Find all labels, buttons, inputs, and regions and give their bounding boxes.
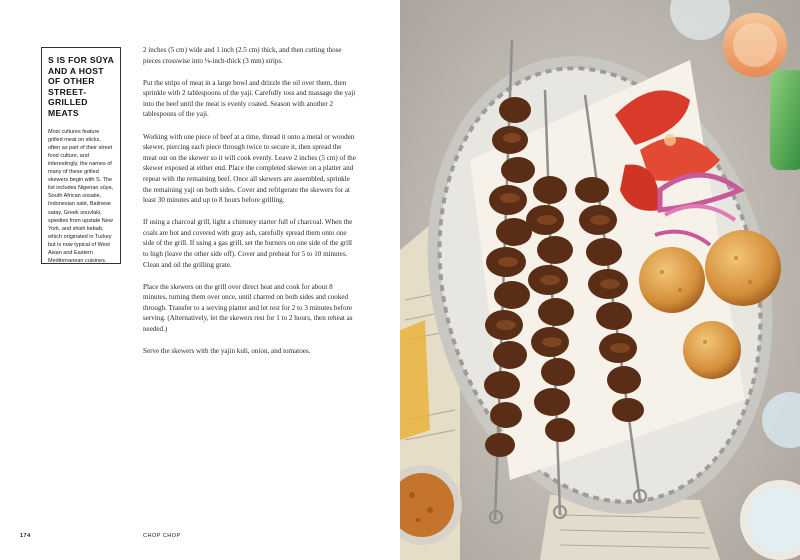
- method-paragraph: Serve the skewers with the yajin kuli, onion, and tomatoes.: [143, 347, 311, 356]
- page-number: 174: [20, 533, 31, 539]
- sidebar-body: Most cultures feature grilled meat on sticks, often as part of their street food culture, and interestingly, the names of many of these grilled skewers begin with S. The list includes Nigerian sūya, South African sosatie, Indonesian saté, Balinese satay, Greek souvlaki, spiedies from upstate New York, and shish kebab, which originated in Turkey but is now typical of West Asian and Eastern Mediterranean cuisines.: [48, 128, 114, 265]
- sidebar-title: S IS FOR SŪYA AND A HOST OF OTHER STREET-GRILLED MEATS: [48, 55, 114, 118]
- food-photo: [400, 0, 800, 560]
- recipe-method: [143, 45, 356, 368]
- sidebar-box: [41, 47, 121, 264]
- method-paragraph: Put the strips of meat in a large bowl and drizzle the oil over them, then sprinkle with 2 tablespoons of the yaji. Carefully toss and massage the yaji into the beef until the meat is evenly coated. Season with another 2 tablespoons of the yaji.: [143, 78, 356, 119]
- running-title: CHOP CHOP: [143, 533, 181, 539]
- method-paragraph: Working with one piece of beef at a time, thread it onto a metal or wooden skewer, piercing each piece through twice to secure it, then spread the meat out on the skewer so it will cook evenly. Leave 2 inches (5 cm) of the skewer exposed at either end. Place the completed skewer on a platter and repeat with the remaining beef. Once all skewers are assembled, sprinkle the remaining yaji on both sides. Cover and refrigerate the skewers for at least 30 minutes and up to 8 hours before grilling.: [143, 132, 356, 205]
- method-paragraph: Place the skewers on the grill over direct heat and cook for about 8 minutes, turning them over once, until charred on both sides and cooked through. Transfer to a serving platter and let rest for 2 to 3 minutes before serving. (Alternatively, let the skewers rest for 1 to 2 hours, then reheat as needed.): [143, 282, 353, 334]
- method-paragraph: 2 inches (5 cm) wide and 1 inch (2.5 cm) thick, and then cutting those pieces crosswise into ⅛-inch-thick (3 mm) strips.: [143, 46, 342, 65]
- suya-skewers-photo: [400, 0, 800, 560]
- method-paragraph: If using a charcoal grill, light a chimney starter full of charcoal. When the coals are hot and covered with gray ash, carefully spread them onto one side of the grill. If using a gas grill, set the burners on one side of the grill to high (leave the other side off). Cover and preheat for 5 to 10 minutes. Clean and oil the grilling grate.: [143, 218, 353, 269]
